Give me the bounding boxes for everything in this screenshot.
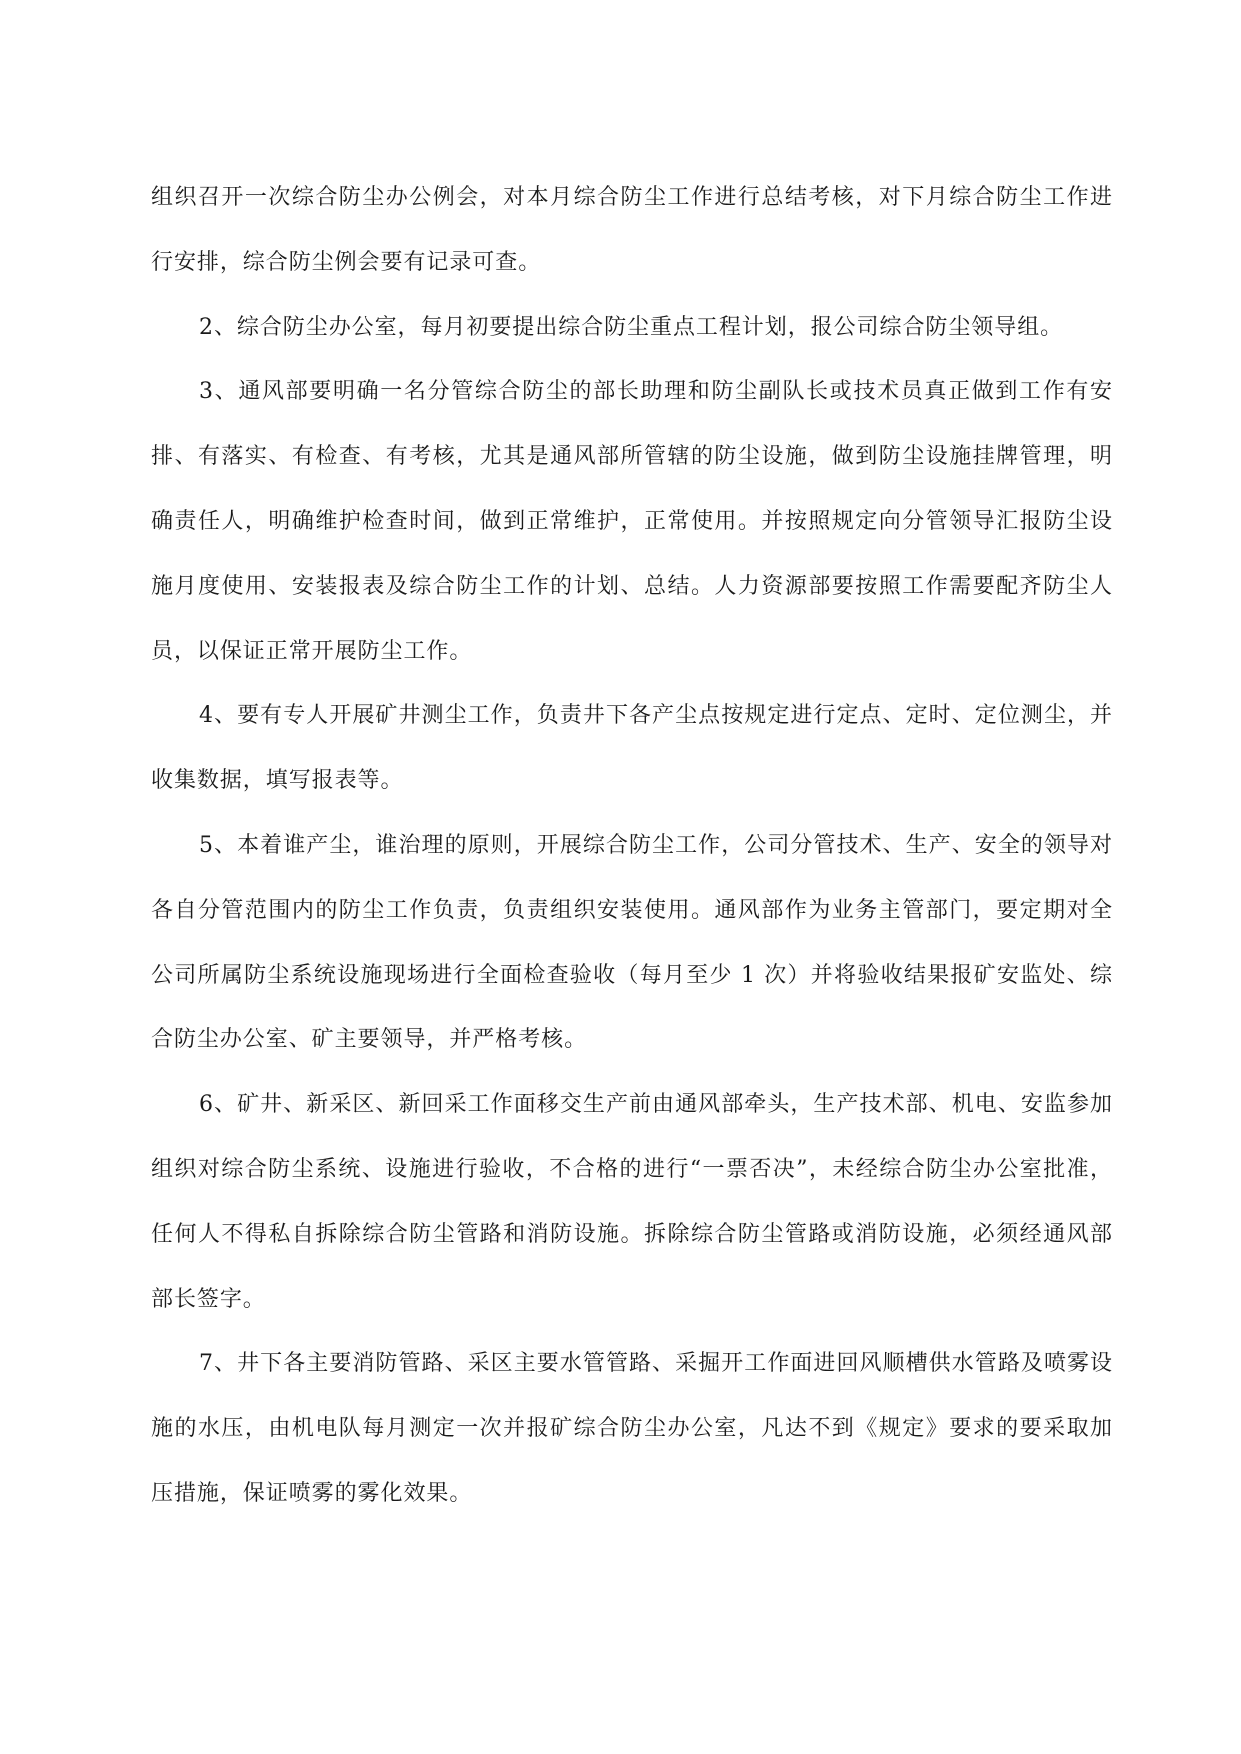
paragraph-item-4: 4、要有专人开展矿井测尘工作，负责井下各产尘点按规定进行定点、定时、定位测尘，并收集数据，填写报表等。 xyxy=(151,703,1113,794)
paragraph-item-3: 3、通风部要明确一名分管综合防尘的部长助理和防尘副队长或技术员真正做到工作有安排、有落实、有检查、有考核，尤其是通风部所管辖的防尘设施，做到防尘设施挂牌管理，明确责任人，明确维护检查时间，做到正常维护，正常使用。并按照规定向分管领导汇报防尘设施月度使用、安装报表及综合防尘工作的计划、总结。人力资源部要按照工作需要配齐防尘人员，以保证正常开展防尘工作。 xyxy=(151,379,1113,664)
paragraph-item-5: 5、本着谁产尘，谁治理的原则，开展综合防尘工作，公司分管技术、生产、安全的领导对各自分管范围内的防尘工作负责，负责组织安装使用。通风部作为业务主管部门，要定期对全公司所属防尘系统设施现场进行全面检查验收（每月至少 1 次）并将验收结果报矿安监处、综合防尘办公室、矿主要领导，并严格考核。 xyxy=(151,832,1113,1053)
paragraph-item-7: 7、井下各主要消防管路、采区主要水管管路、采掘开工作面进回风顺槽供水管路及喷雾设施的水压，由机电队每月测定一次并报矿综合防尘办公室，凡达不到《规定》要求的要采取加压措施，保证喷雾的雾化效果。 xyxy=(151,1351,1113,1506)
paragraph-item-2: 2、综合防尘办公室，每月初要提出综合防尘重点工程计划，报公司综合防尘领导组。 xyxy=(199,314,1064,340)
document-body xyxy=(151,166,1113,1527)
paragraph-continuation: 组织召开一次综合防尘办公例会，对本月综合防尘工作进行总结考核，对下月综合防尘工作进行安排，综合防尘例会要有记录可查。 xyxy=(151,185,1113,275)
paragraph-item-6: 6、矿井、新采区、新回采工作面移交生产前由通风部牵头，生产技术部、机电、安监参加组织对综合防尘系统、设施进行验收，不合格的进行“一票否决”，未经综合防尘办公室批准，任何人不得私自拆除综合防尘管路和消防设施。拆除综合防尘管路或消防设施，必须经通风部部长签字。 xyxy=(151,1092,1113,1312)
